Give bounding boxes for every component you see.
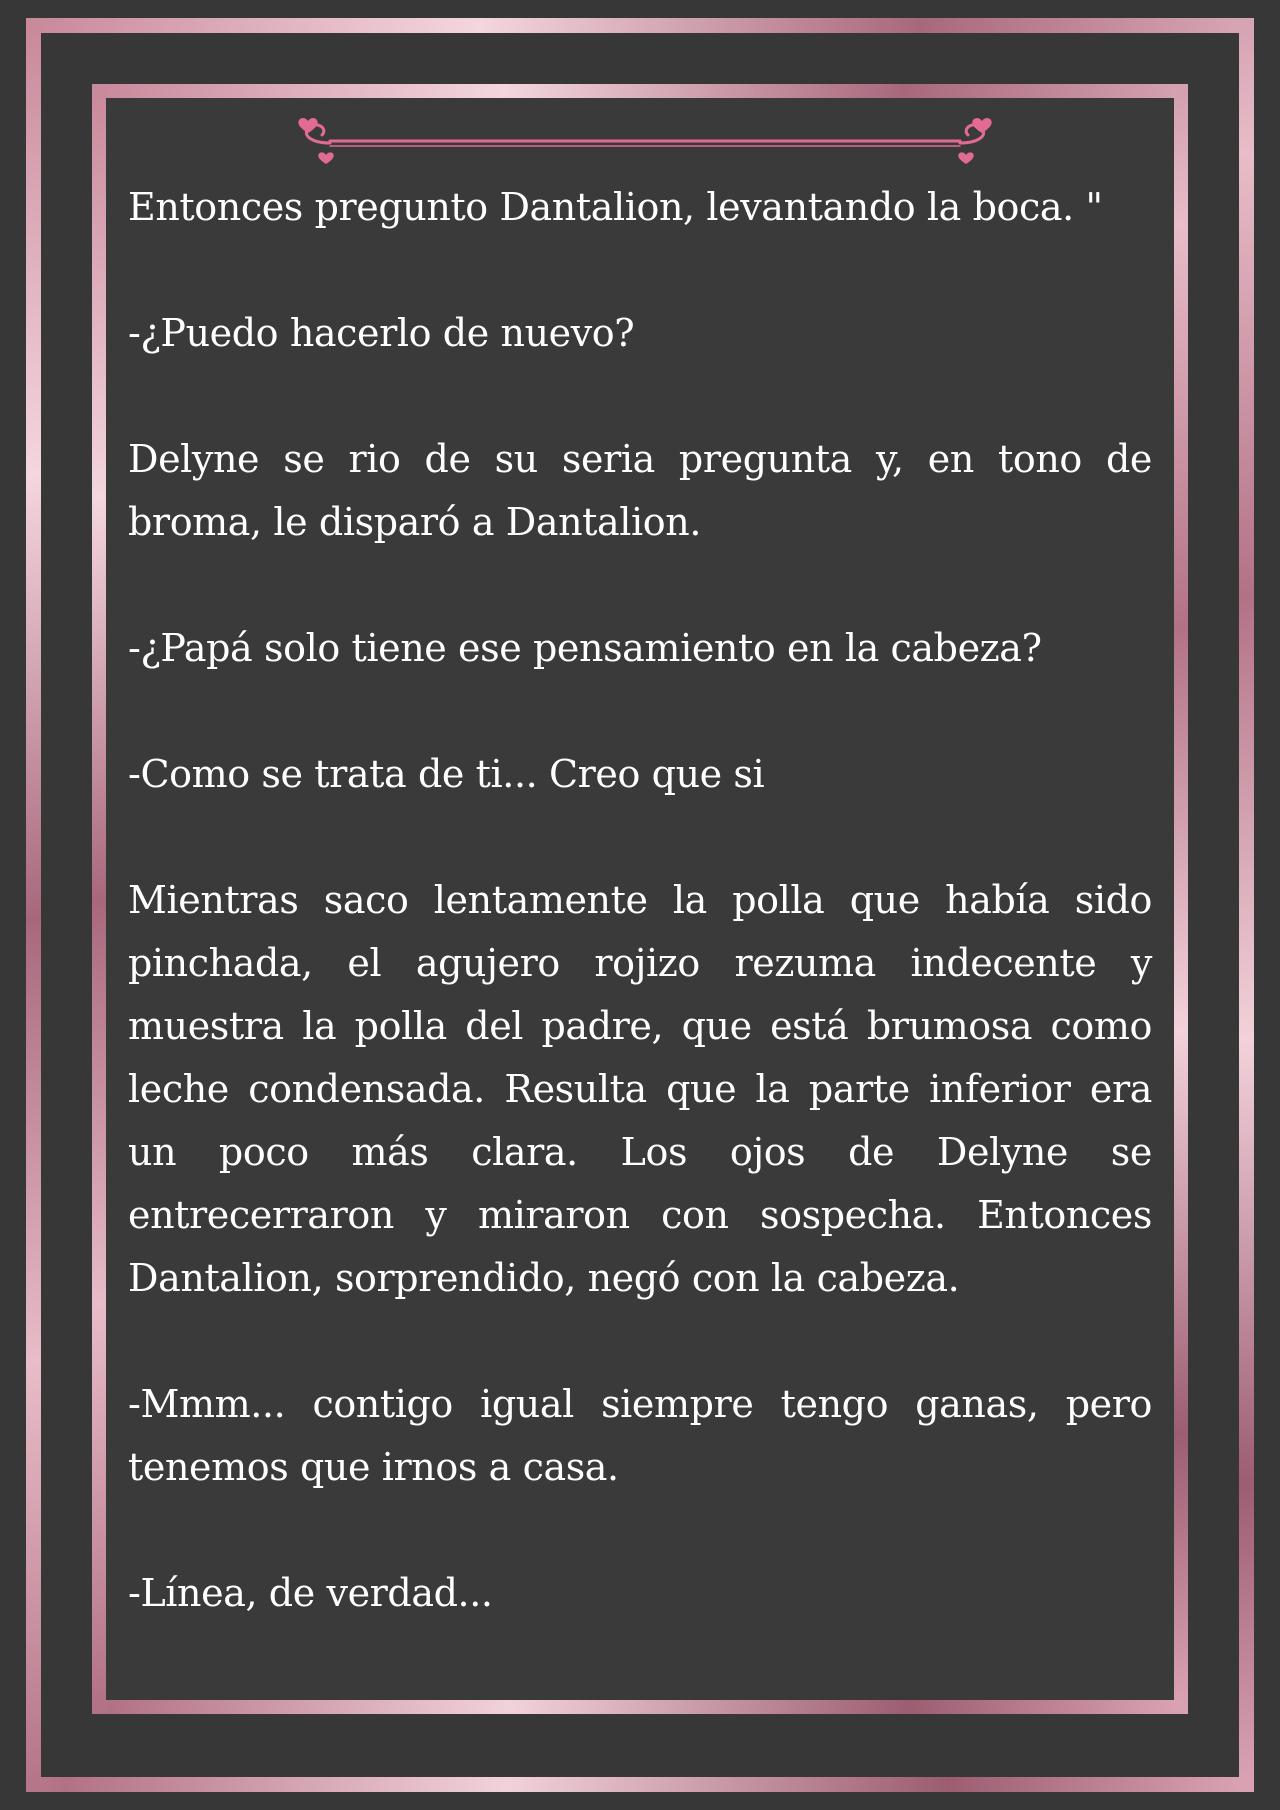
paragraph: Delyne se rio de su seria pregunta y, en tono de broma, le disparó a Dantalion. — [128, 437, 1152, 544]
paragraph: Mientras saco lentamente la polla que había sido pinchada, el agujero rojizo rezuma indecente y muestra la polla del padre, que está brumosa como leche condensada. Resulta que la parte inferior era un poco más clara. Los ojos de Delyne se entrecerraron y miraron con sospecha. Entonces Dantalion, sorprendido, negó con la cabeza. — [128, 878, 1152, 1300]
story-text — [128, 176, 1152, 1625]
paragraph: -Como se trata de ti... Creo que si — [128, 752, 765, 796]
paragraph: -¿Puedo hacerlo de nuevo? — [128, 311, 635, 355]
paragraph: -Línea, de verdad... — [128, 1571, 493, 1615]
paragraph: -Mmm... contigo igual siempre tengo ganas, pero tenemos que irnos a casa. — [128, 1382, 1152, 1489]
paragraph: -¿Papá solo tiene ese pensamiento en la cabeza? — [128, 626, 1042, 670]
heart-scroll-divider-icon — [290, 115, 1000, 175]
paragraph: Entonces pregunto Dantalion, levantando la boca. " — [128, 185, 1103, 229]
